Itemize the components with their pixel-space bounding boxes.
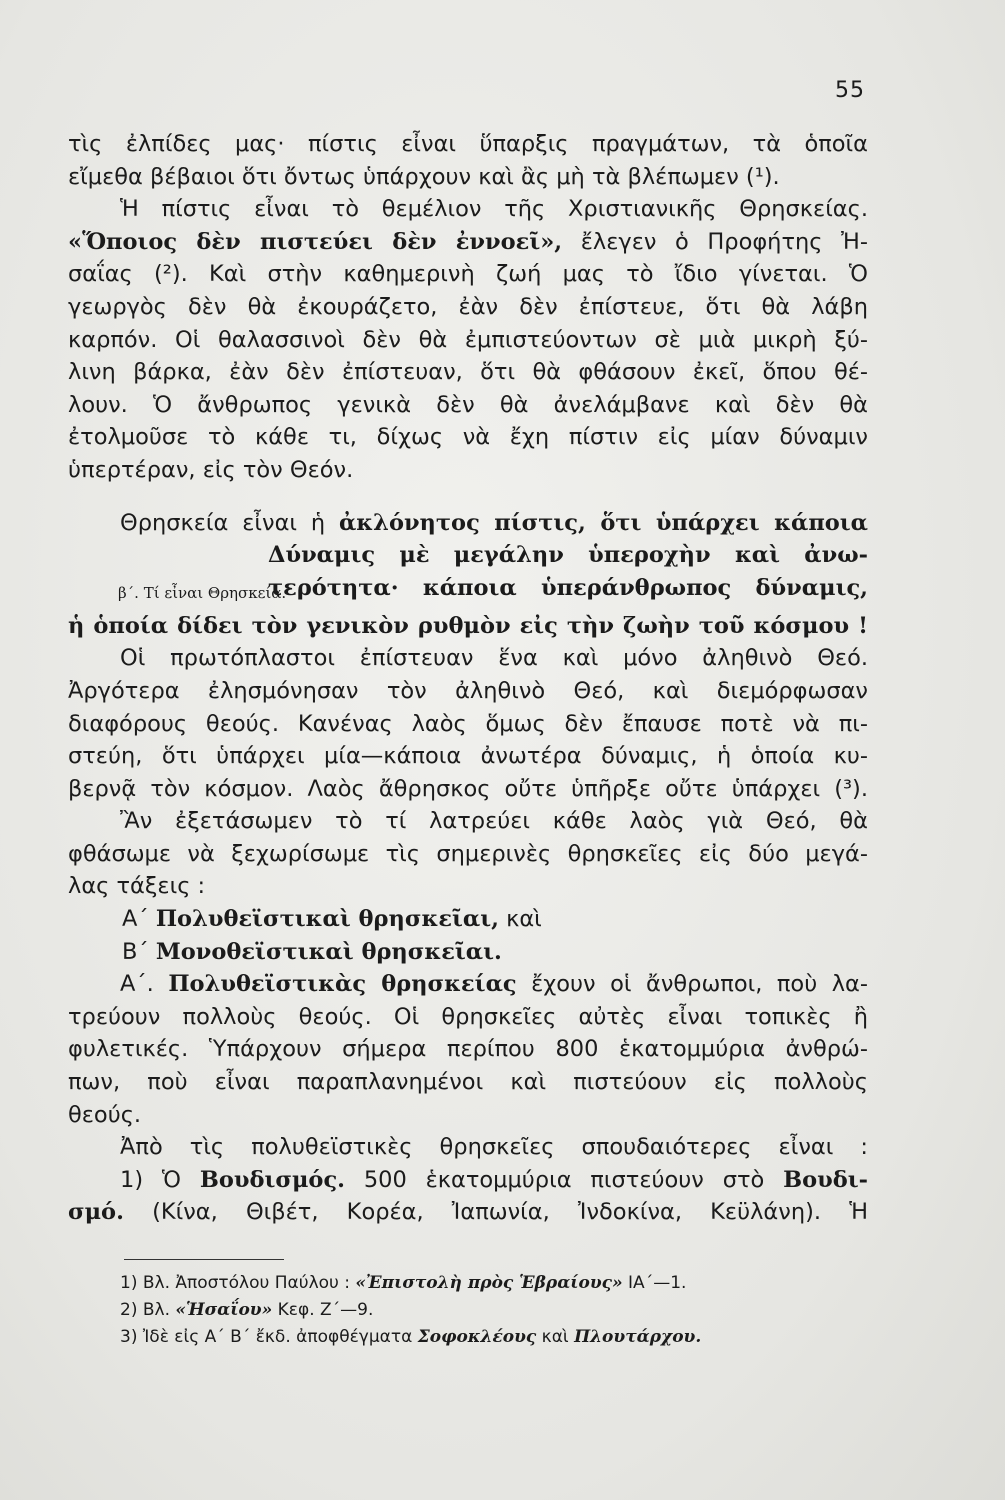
item-text: 500 ἑκατομμύρια πιστεύουν στὸ — [344, 1166, 784, 1193]
text-line: φθάσωμε νὰ ξεχωρίσωμε τὶς σημερινὲς θρησκεῖες εἰς δύο μεγά- — [68, 840, 868, 867]
quote-attribution: ἔλεγεν ὁ Προφήτης Ἠ- — [562, 228, 868, 255]
text-line: Ἡ πίστις εἶναι τὸ θεμέλιον τῆς Χριστιανικῆς Θρησκείας. — [120, 196, 868, 223]
religion-name: Βουδισμός. — [199, 1166, 345, 1193]
footnote — [120, 1324, 868, 1351]
text-line: τὶς ἐλπίδες μας· πίστις εἶναι ὕπαρξις πραγμάτων, τὰ ὁποῖα — [68, 131, 868, 157]
class-letter: Β΄ — [122, 938, 149, 965]
class-name: Μονοθεϊστικαὶ θρησκεῖαι. — [155, 938, 502, 965]
definition-bold: ἀκλόνητος πίστις, ὅτι ὑπάρχει κάποια — [338, 509, 868, 536]
footnote-text: 1) Βλ. Ἀποστόλου Παύλου : — [120, 1273, 356, 1293]
footnote-text: Κεφ. Ζ΄—9. — [272, 1300, 374, 1320]
item-number: 1) Ὁ — [120, 1166, 200, 1193]
footnote-citation: Πλουτάρχου. — [574, 1327, 702, 1347]
footnote-text: 2) Βλ. — [120, 1300, 176, 1320]
footnote-text: καὶ — [536, 1327, 575, 1347]
section-lead-rest: ἔχουν οἱ ἄνθρωποι, ποὺ λα- — [516, 971, 868, 998]
class-name: Πολυθεϊστικαὶ θρησκεῖαι, — [155, 906, 499, 933]
footnotes — [68, 1270, 868, 1351]
text-line: πων, ποὺ εἶναι παραπλανημένοι καὶ πιστεύουν εἰς πολλοὺς — [68, 1069, 868, 1096]
text-line: Ἂν ἐξετάσωμεν τὸ τί λατρεύει κάθε λαὸς γιὰ Θεό, θὰ — [120, 808, 868, 835]
text-line: σαΐας (²). Καὶ στὴν καθημερινὴ ζωή μας τὸ ἴδιο γίνεται. Ὁ — [68, 261, 868, 288]
text-line — [68, 1196, 868, 1229]
text-line: λουν. Ὁ ἄνθρωπος γενικὰ δὲν θὰ ἀνελάμβανε καὶ δὲν θὰ — [68, 391, 868, 418]
definition-line: τερότητα· κάποια ὑπεράνθρωπος δύναμις, — [268, 574, 868, 601]
text-line: λινη βάρκα, ἐὰν δὲν ἐπίστευαν, ὅτι θὰ φθάσουν ἐκεῖ, ὅπου θέ- — [68, 359, 868, 386]
definition-line — [68, 507, 868, 540]
class-item — [68, 936, 868, 969]
page-number: 55 — [835, 78, 865, 103]
text-line: τρεύουν πολλοὺς θεούς. Οἱ θρησκεῖες αὐτὲς εἶναι τοπικὲς ἢ — [68, 1003, 868, 1030]
text-line: Ἀργότερα ἐλησμόνησαν τὸν ἀληθινὸ Θεό, καὶ διεμόρφωσαν — [68, 677, 868, 704]
footnote-citation: «Ἡσαΐου» — [175, 1300, 273, 1320]
text-line: Οἱ πρωτόπλαστοι ἐπίστευαν ἕνα καὶ μόνο ἀληθινὸ Θεό. — [120, 645, 868, 672]
religion-name: σμό. — [68, 1199, 124, 1226]
text-line: λας τάξεις : — [68, 873, 206, 900]
text-line — [68, 1164, 868, 1197]
religion-name: Βουδι- — [783, 1166, 868, 1193]
class-item — [68, 903, 868, 936]
text-line: διαφόρους θεούς. Κανένας λαὸς ὅμως δὲν ἔπαυσε ποτὲ νὰ πι- — [68, 710, 868, 737]
text-line — [68, 968, 868, 1001]
footnote-text: ΙΑ΄—1. — [622, 1273, 687, 1293]
class-letter: Α΄ — [122, 906, 149, 933]
class-suffix: καὶ — [498, 906, 542, 933]
text-line: καρπόν. Οἱ θαλασσινοὶ δὲν θὰ ἐμπιστεύοντων σὲ μιὰ μικρὴ ξύ- — [68, 326, 868, 353]
item-text: (Κίνα, Θιβέτ, Κορέα, Ἰαπωνία, Ἰνδοκίνα, Κεϋλάνη). Ἡ — [123, 1199, 868, 1226]
text-line: γεωργὸς δὲν θὰ ἐκουράζετο, ἐὰν δὲν ἐπίστευε, ὅτι θὰ λάβη — [68, 293, 868, 320]
text-line: ὑπερτέραν, εἰς τὸν Θεόν. — [68, 456, 354, 483]
text-line: ἐτολμοῦσε τὸ κάθε τι, δίχως νὰ ἔχη πίστιν εἰς μίαν δύναμιν — [68, 424, 868, 451]
definition-line: Δύναμις μὲ μεγάλην ὑπεροχὴν καὶ ἀνω- — [268, 542, 868, 569]
definition-lead: Θρησκεία εἶναι ἡ — [120, 509, 339, 536]
text-line: στεύη, ὅτι ὑπάρχει μία—κάποια ἀνωτέρα δύναμις, ἡ ὁποία κυ- — [68, 743, 868, 770]
section-letter: Α΄. — [120, 971, 154, 998]
footnote — [120, 1270, 868, 1297]
footnote-text: 3) Ἰδὲ εἰς Α΄ Β΄ ἔκδ. ἀποφθέγματα — [120, 1327, 418, 1347]
definition-line: ἡ ὁποία δίδει τὸν γενικὸν ρυθμὸν εἰς τὴν ζωὴν τοῦ κόσμου ! — [68, 612, 868, 639]
footnote — [120, 1297, 868, 1324]
text-line: εἴμεθα βέβαιοι ὅτι ὄντως ὑπάρχουν καὶ ἂς μὴ τὰ βλέπωμεν (¹). — [68, 163, 780, 190]
text-line: Ἀπὸ τὶς πολυθεϊστικὲς θρησκεῖες σπουδαιότερες εἶναι : — [120, 1134, 868, 1161]
margin-note: β΄. Τί εἶναι Θρησκεία. — [118, 584, 287, 603]
footnote-citation: Σοφοκλέους — [417, 1327, 537, 1347]
page-body — [68, 128, 868, 1351]
footnote-citation: «Ἐπιστολὴ πρὸς Ἑβραίους» — [355, 1273, 623, 1293]
text-line: φυλετικές. Ὑπάρχουν σήμερα περίπου 800 ἑκατομμύρια ἀνθρώ- — [68, 1036, 868, 1063]
footnote-divider — [124, 1259, 284, 1260]
section-heading: Πολυθεϊστικὰς θρησκείας — [168, 971, 517, 998]
quote-line — [68, 226, 868, 259]
prophet-quote: «Ὅποιος δὲν πιστεύει δὲν ἐννοεῖ», — [68, 228, 563, 255]
text-line: θεούς. — [68, 1101, 142, 1128]
text-line: βερνᾷ τὸν κόσμον. Λαὸς ἄθρησκος οὔτε ὑπῆρξε οὔτε ὑπάρχει (³). — [68, 775, 868, 802]
definition-section — [68, 507, 868, 643]
